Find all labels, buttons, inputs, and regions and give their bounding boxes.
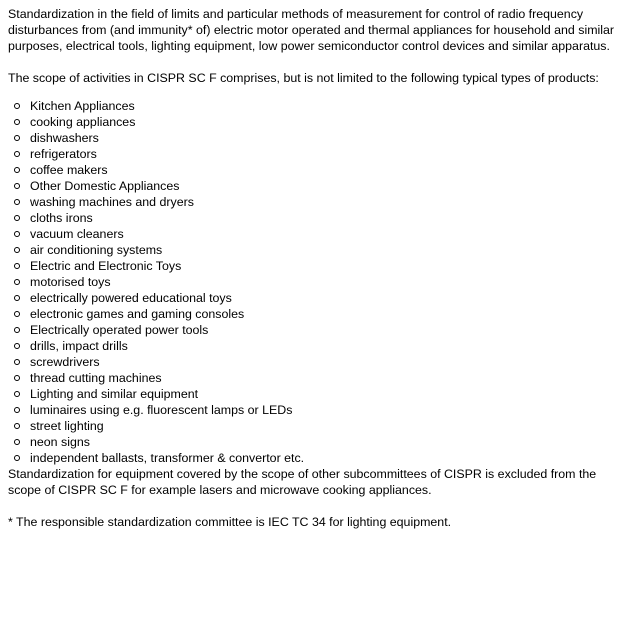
list-item: neon signs: [8, 434, 624, 450]
circle-bullet-icon: [14, 439, 20, 445]
circle-bullet-icon: [14, 247, 20, 253]
list-item: refrigerators: [8, 146, 624, 162]
list-item: screwdrivers: [8, 354, 624, 370]
circle-bullet-icon: [14, 151, 20, 157]
exclusion-paragraph: Standardization for equipment covered by the scope of other subcommittees of CISPR is excluded from the scope of CISPR SC F for example lasers and microwave cooking appliances.: [8, 467, 597, 497]
circle-bullet-icon: [14, 375, 20, 381]
list-item: Lighting and similar equipment: [8, 386, 624, 402]
scope-intro-paragraph: The scope of activities in CISPR SC F comprises, but is not limited to the following typical types of products:: [8, 71, 599, 85]
list-item: cloths irons: [8, 210, 624, 226]
list-item: drills, impact drills: [8, 338, 624, 354]
list-item: dishwashers: [8, 130, 624, 146]
circle-bullet-icon: [14, 167, 20, 173]
circle-bullet-icon: [14, 359, 20, 365]
product-group-domestic: [8, 194, 624, 258]
product-group-toys: [8, 258, 624, 322]
list-item: Kitchen Appliances: [8, 98, 624, 114]
circle-bullet-icon: [14, 183, 20, 189]
list-item: Other Domestic Appliances: [8, 178, 624, 194]
circle-bullet-icon: [14, 407, 20, 413]
circle-bullet-icon: [14, 215, 20, 221]
circle-bullet-icon: [14, 263, 20, 269]
circle-bullet-icon: [14, 423, 20, 429]
footnote: * The responsible standardization committee is IEC TC 34 for lighting equipment.: [8, 515, 452, 529]
list-item: washing machines and dryers: [8, 194, 624, 210]
list-item: electrically powered educational toys: [8, 290, 624, 306]
product-group-tools: [8, 322, 624, 386]
list-item: Electric and Electronic Toys: [8, 258, 624, 274]
circle-bullet-icon: [14, 279, 20, 285]
list-item: street lighting: [8, 418, 624, 434]
list-item: thread cutting machines: [8, 370, 624, 386]
list-item: electronic games and gaming consoles: [8, 306, 624, 322]
circle-bullet-icon: [14, 231, 20, 237]
circle-bullet-icon: [14, 311, 20, 317]
circle-bullet-icon: [14, 327, 20, 333]
product-group-kitchen: [8, 98, 624, 194]
intro-paragraph: Standardization in the field of limits and particular methods of measurement for control of radio frequency disturbances from (and immunity* of) electric motor operated and thermal appliances for household and similar purposes, electrical tools, lighting equipment, low power semiconductor control devices and similar apparatus.: [8, 7, 615, 53]
circle-bullet-icon: [14, 295, 20, 301]
circle-bullet-icon: [14, 135, 20, 141]
circle-bullet-icon: [14, 391, 20, 397]
circle-bullet-icon: [14, 343, 20, 349]
list-item: Electrically operated power tools: [8, 322, 624, 338]
list-item: vacuum cleaners: [8, 226, 624, 242]
list-item: air conditioning systems: [8, 242, 624, 258]
circle-bullet-icon: [14, 199, 20, 205]
product-group-lighting: [8, 386, 624, 466]
list-item: cooking appliances: [8, 114, 624, 130]
list-item: luminaires using e.g. fluorescent lamps or LEDs: [8, 402, 624, 418]
circle-bullet-icon: [14, 119, 20, 125]
list-item: coffee makers: [8, 162, 624, 178]
list-item: motorised toys: [8, 274, 624, 290]
circle-bullet-icon: [14, 455, 20, 461]
list-item: independent ballasts, transformer & convertor etc.: [8, 450, 624, 466]
circle-bullet-icon: [14, 103, 20, 109]
